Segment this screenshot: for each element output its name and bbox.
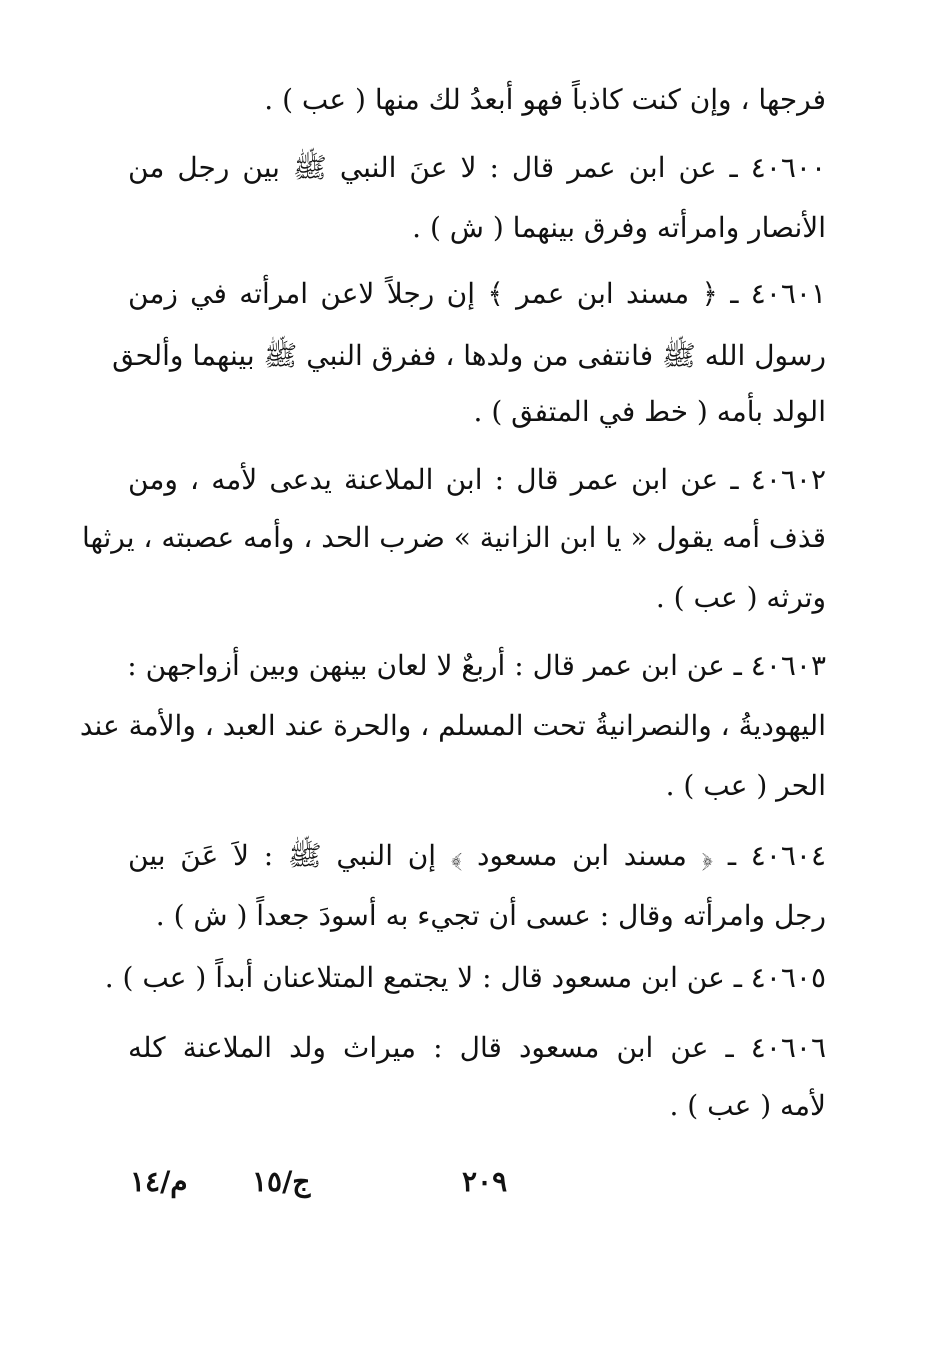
hadith-40601-line-2: رسول الله ﷺ فانتفى من ولدها ، ففرق النبي ﷺ بينهما وألحق: [112, 339, 826, 372]
hadith-40602-line-1: ٤٠٦٠٢ ـ عن ابن عمر قال : ابن الملاعنة يدعى لأمه ، ومن: [128, 463, 826, 496]
hadith-40606-line-2: لأمه ( عب ) .: [669, 1089, 826, 1122]
hadith-40602-line-2: قذف أمه يقول « يا ابن الزانية » ضرب الحد ، وأمه عصبته ، يرثها: [82, 521, 826, 554]
hadith-40606-line-1: ٤٠٦٠٦ ـ عن ابن مسعود قال : ميراث ولد الملاعنة كله: [128, 1031, 826, 1064]
text-line: فرجها ، وإن كنت كاذباً فهو أبعدُ لك منها ( عب ) .: [264, 83, 826, 116]
hadith-40601-line-1: ٤٠٦٠١ ـ ﴿ مسند ابن عمر ﴾ إن رجلاً لاعن امرأته في زمن: [128, 277, 826, 310]
volume-label: ج/١٥: [252, 1165, 311, 1198]
hadith-40601-line-3: الولد بأمه ( خط في المتفق ) .: [473, 395, 826, 428]
hadith-40604-line-1: ٤٠٦٠٤ ـ ﴿ مسند ابن مسعود ﴾ إن النبي ﷺ : لاَ عَنَ بين: [128, 839, 826, 872]
hadith-40603-line-3: الحر ( عب ) .: [665, 769, 826, 802]
page-number: ٢٠٩: [462, 1165, 508, 1198]
hadith-40602-line-3: وترثه ( عب ) .: [655, 581, 826, 614]
hadith-40600-line-2: الأنصار وامرأته وفرق بينهما ( ش ) .: [412, 211, 826, 244]
hadith-40604-line-2: رجل وامرأته وقال : عسى أن تجيء به أسودَ جعداً ( ش ) .: [155, 899, 826, 932]
hadith-40603-line-2: اليهوديةُ ، والنصرانيةُ تحت المسلم ، والحرة عند العبد ، والأمة عند: [79, 709, 826, 742]
hadith-40600-line-1: ٤٠٦٠٠ ـ عن ابن عمر قال : لا عنَ النبي ﷺ بين رجل من: [128, 151, 826, 184]
reference-label: م/١٤: [130, 1165, 188, 1198]
hadith-40605-line-1: ٤٠٦٠٥ ـ عن ابن مسعود قال : لا يجتمع المتلاعنان أبداً ( عب ) .: [104, 961, 826, 994]
hadith-40603-line-1: ٤٠٦٠٣ ـ عن ابن عمر قال : أربعٌ لا لعان بينهن وبين أزواجهن :: [127, 649, 826, 682]
